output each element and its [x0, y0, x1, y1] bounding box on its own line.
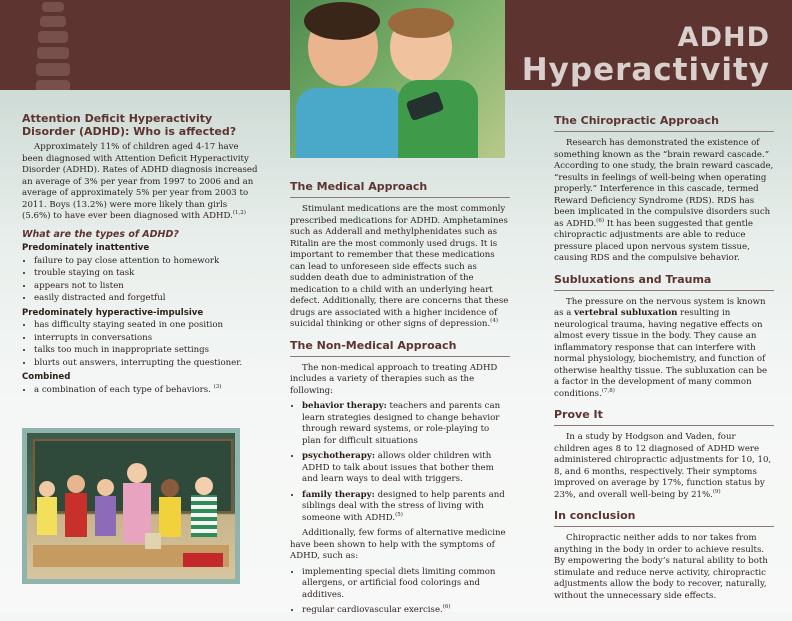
chiropractic-heading: The Chiropractic Approach [554, 114, 719, 127]
list-item: • regular cardiovascular exercise.$^{(6)}$ [302, 605, 510, 617]
page-title: ADHD Hyperactivity [521, 22, 770, 88]
divider [290, 356, 510, 357]
child-3 [97, 479, 114, 496]
medical-paragraph: Stimulant medications are the most commonly prescribed medications for ADHD. Amphetamines such as Adderall and methylphenidates such as Ritalin are the most commonly used drugs. It is important to remember that these medications can lead to unforeseen side effects such as sudden death due to administration of the medication to a child with an underlying heart defect. Additionally, there are concerns that these drugs are associated with a higher incidence of suicidal thinking or other signs of depression.$^{(4)}$ [290, 204, 509, 329]
subluxations-heading: Subluxations and Trauma [554, 272, 712, 286]
hyperactive-list [22, 320, 258, 369]
alternative-list [290, 567, 510, 617]
column-middle [290, 180, 510, 621]
divider [554, 131, 774, 132]
conclusion-heading: In conclusion [554, 509, 636, 522]
intro-paragraph: Approximately 11% of children aged 4-17 have been diagnosed with Attention Deficit Hyperactivity Disorder (ADHD). Rates of ADHD diagnosis increased an average of 3% per year from 1997 to 2006 and an average of approximately 5% per year from 2003 to 2011. Boys (13.2%) were more likely than girls (5.6%) to have ever been diagnosed with ADHD.$^{(1,2)}$ [22, 142, 258, 221]
red-books [183, 553, 223, 567]
column-right [554, 114, 774, 606]
child-5 [195, 477, 213, 495]
child-2-body [65, 493, 87, 537]
group-label-hyperactive: Predominately hyperactive-impulsive [22, 307, 204, 318]
conclusion-paragraph: Chiropractic neither adds to nor takes from anything in the body in order to achieve results. By empowering the body’s natural ability to both stimulate and reduce nerve activity, chiropractic adjustments allow the body to recover, naturally, without the unnecessary side effects. [554, 533, 768, 601]
column-left [22, 112, 258, 398]
alternative-paragraph: Additionally, few forms of alternative medicine have been shown to help with the symptoms of ADHD, such as: [290, 528, 506, 561]
child-2 [67, 475, 85, 493]
group-label-inattentive: Predominately inattentive [22, 243, 150, 253]
list-item: • behavior therapy: teachers and parents can learn strategies designed to change behavior through reward systems, or role-playing to plan for difficult situations [302, 401, 510, 447]
divider [554, 425, 774, 426]
pencil-cup [145, 533, 161, 549]
boy-hair-left [304, 2, 380, 40]
list-item: • talks too much in inappropriate settings [34, 345, 258, 357]
chiropractic-paragraph: Research has demonstrated the existence of something known as the “brain reward cascade.” According to one study, the brain reward cascade, “results in feelings of well-being when operating properly.” Interference in this cascade, termed Reward Deficiency Syndrome (RDS). RDS has been implicated in the compulsive disorders such as ADHD.$^{(6)}$ It has been suggested that gentle chiropractic adjustments are able to reduce pressure placed upon nervous system tissue, causing RDS and the compulsive behavior. [554, 138, 774, 263]
shirt-green [398, 80, 478, 158]
child-4 [161, 479, 179, 497]
list-item: • a combination of each type of behaviors. $^{(3)}$ [34, 385, 258, 397]
child-1 [39, 481, 55, 497]
child-4-body [159, 497, 181, 537]
inattentive-list [22, 256, 258, 305]
list-item: • interrupts in conversations [34, 333, 258, 345]
list-item: • family therapy: designed to help parents and siblings deal with the stress of living with someone with ADHD.$^{(5)}$ [302, 490, 510, 525]
classroom-photo [22, 428, 240, 584]
teacher [127, 463, 147, 483]
who-affected-heading: Attention Deficit Hyperactivity Disorder (ADHD): Who is affected? [22, 112, 237, 138]
subluxations-paragraph: The pressure on the nervous system is known as a vertebral subluxation resulting in neurological trauma, having negative effects on almost every tissue in the body. They cause an inflammatory response that can interfere with normal physiology, biochemistry, and function of otherwise healthy tissue. The subluxation can be a factor in the development of many common conditions.$^{(7,8)}$ [554, 296, 768, 399]
nonmedical-intro: The non-medical approach to treating ADHD includes a variety of therapies such as the following: [290, 362, 498, 396]
list-item: • psychotherapy: allows older children with ADHD to talk about issues that bother them and learn ways to deal with triggers. [302, 451, 510, 486]
medical-heading: The Medical Approach [290, 180, 428, 193]
list-item: • implementing special diets limiting common allergens, or artificial food colorings and additives. [302, 567, 510, 602]
therapy-list [290, 401, 510, 524]
list-item: • blurts out answers, interrupting the questioner. [34, 358, 258, 370]
list-item: • failure to pay close attention to homework [34, 256, 258, 268]
boys-playing-photo [290, 0, 505, 158]
list-item: • appears not to listen [34, 281, 258, 293]
divider [290, 197, 510, 198]
child-5-body [191, 495, 217, 537]
combined-list [22, 385, 258, 397]
divider [554, 526, 774, 527]
types-heading: What are the types of ADHD? [22, 228, 179, 240]
nonmedical-heading: The Non-Medical Approach [290, 338, 457, 352]
divider [554, 290, 774, 291]
child-3-body [95, 496, 116, 536]
boy-hair-right [388, 8, 454, 38]
prove-it-heading: Prove It [554, 408, 603, 421]
prove-it-paragraph: In a study by Hodgson and Vaden, four children ages 8 to 12 diagnosed of ADHD were administered chiropractic adjustments for 10, 10, 8, and 6 months, respectively. Their symptoms improved on average by 17%, function status by 23%, and overall well-being by 21%.$^{(9)}$ [554, 432, 772, 500]
list-item: • trouble staying on task [34, 268, 258, 280]
group-label-combined: Combined [22, 372, 71, 382]
list-item: • easily distracted and forgetful [34, 293, 258, 305]
list-item: • has difficulty staying seated in one position [34, 320, 258, 332]
child-1-body [37, 497, 57, 535]
shirt-blue [296, 88, 406, 158]
